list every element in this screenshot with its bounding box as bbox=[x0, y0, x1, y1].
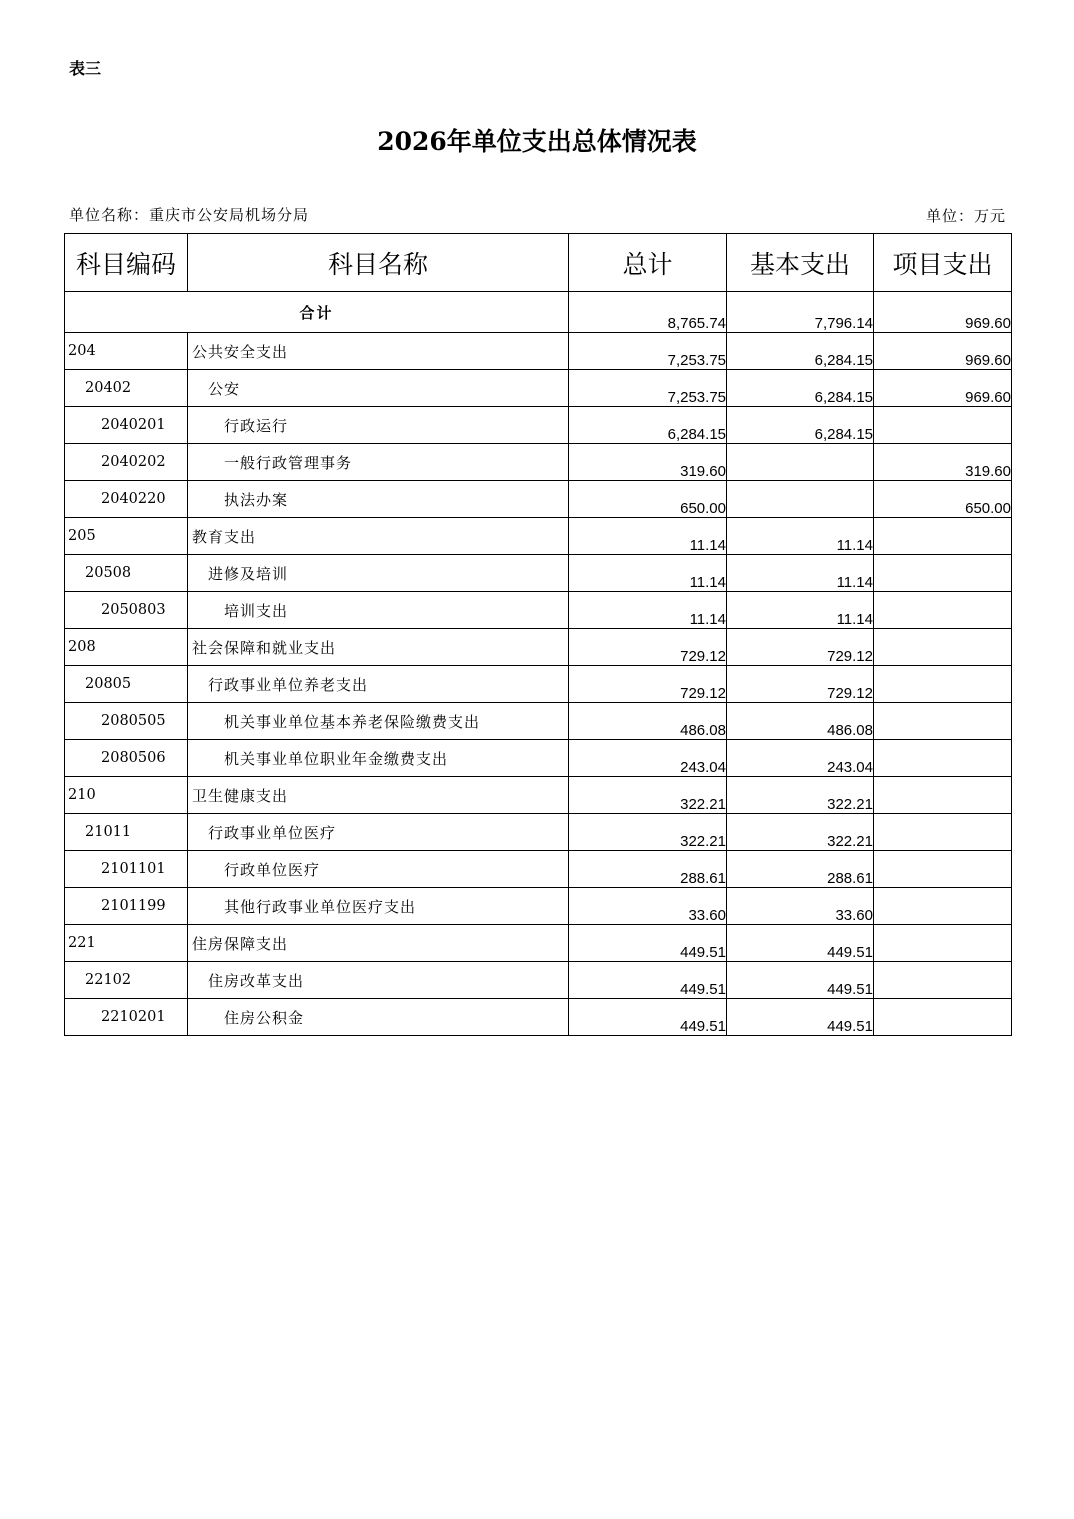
basic-cell: 449.51 bbox=[727, 962, 874, 999]
table-row bbox=[65, 851, 1012, 888]
project-cell bbox=[874, 740, 1012, 777]
name-cell: 执法办案 bbox=[188, 481, 569, 518]
code-cell: 20508 bbox=[65, 555, 188, 592]
table-label: 表三 bbox=[69, 59, 102, 78]
name-cell: 行政事业单位养老支出 bbox=[188, 666, 569, 703]
total-basic-cell: 7,796.14 bbox=[727, 292, 874, 333]
basic-cell: 288.61 bbox=[727, 851, 874, 888]
column-header-basic: 基本支出 bbox=[727, 234, 874, 292]
basic-cell: 322.21 bbox=[727, 777, 874, 814]
total-cell: 486.08 bbox=[569, 703, 727, 740]
total-cell: 322.21 bbox=[569, 814, 727, 851]
column-header-code: 科目编码 bbox=[65, 234, 188, 292]
basic-cell: 11.14 bbox=[727, 555, 874, 592]
code-cell: 2040202 bbox=[65, 444, 188, 481]
total-cell: 729.12 bbox=[569, 666, 727, 703]
project-cell bbox=[874, 407, 1012, 444]
total-cell: 449.51 bbox=[569, 999, 727, 1036]
table-row bbox=[65, 407, 1012, 444]
total-cell: 449.51 bbox=[569, 962, 727, 999]
name-cell: 其他行政事业单位医疗支出 bbox=[188, 888, 569, 925]
name-cell: 行政事业单位医疗 bbox=[188, 814, 569, 851]
basic-cell: 11.14 bbox=[727, 518, 874, 555]
name-cell: 机关事业单位基本养老保险缴费支出 bbox=[188, 703, 569, 740]
project-cell bbox=[874, 518, 1012, 555]
project-cell bbox=[874, 555, 1012, 592]
table-row bbox=[65, 629, 1012, 666]
project-cell bbox=[874, 814, 1012, 851]
code-cell: 20805 bbox=[65, 666, 188, 703]
table-row bbox=[65, 999, 1012, 1036]
table-row bbox=[65, 444, 1012, 481]
name-cell: 培训支出 bbox=[188, 592, 569, 629]
name-cell: 行政单位医疗 bbox=[188, 851, 569, 888]
basic-cell: 243.04 bbox=[727, 740, 874, 777]
page-title: 2026年单位支出总体情况表 bbox=[377, 127, 697, 156]
code-cell: 2210201 bbox=[65, 999, 188, 1036]
project-cell bbox=[874, 925, 1012, 962]
project-cell bbox=[874, 592, 1012, 629]
total-cell: 6,284.15 bbox=[569, 407, 727, 444]
total-cell: 650.00 bbox=[569, 481, 727, 518]
total-cell: 11.14 bbox=[569, 592, 727, 629]
table-row bbox=[65, 814, 1012, 851]
table-row bbox=[65, 555, 1012, 592]
code-cell: 2101101 bbox=[65, 851, 188, 888]
project-cell bbox=[874, 962, 1012, 999]
total-cell: 449.51 bbox=[569, 925, 727, 962]
total-cell: 11.14 bbox=[569, 518, 727, 555]
code-cell: 205 bbox=[65, 518, 188, 555]
code-cell: 2040220 bbox=[65, 481, 188, 518]
table-row bbox=[65, 703, 1012, 740]
code-cell: 2040201 bbox=[65, 407, 188, 444]
code-cell: 210 bbox=[65, 777, 188, 814]
total-cell: 7,253.75 bbox=[569, 333, 727, 370]
column-header-name: 科目名称 bbox=[188, 234, 569, 292]
total-cell: 322.21 bbox=[569, 777, 727, 814]
project-cell bbox=[874, 666, 1012, 703]
basic-cell: 6,284.15 bbox=[727, 370, 874, 407]
table-row bbox=[65, 888, 1012, 925]
table-row bbox=[65, 592, 1012, 629]
code-cell: 221 bbox=[65, 925, 188, 962]
name-cell: 社会保障和就业支出 bbox=[188, 629, 569, 666]
code-cell: 22102 bbox=[65, 962, 188, 999]
table-row bbox=[65, 333, 1012, 370]
basic-cell bbox=[727, 481, 874, 518]
total-cell: 729.12 bbox=[569, 629, 727, 666]
name-cell: 进修及培训 bbox=[188, 555, 569, 592]
project-cell: 969.60 bbox=[874, 370, 1012, 407]
project-cell bbox=[874, 777, 1012, 814]
name-cell: 卫生健康支出 bbox=[188, 777, 569, 814]
project-cell: 650.00 bbox=[874, 481, 1012, 518]
name-cell: 行政运行 bbox=[188, 407, 569, 444]
table-row bbox=[65, 518, 1012, 555]
table-row bbox=[65, 666, 1012, 703]
name-cell: 住房改革支出 bbox=[188, 962, 569, 999]
basic-cell: 729.12 bbox=[727, 666, 874, 703]
basic-cell bbox=[727, 444, 874, 481]
total-row bbox=[65, 292, 1012, 333]
table-row bbox=[65, 481, 1012, 518]
table-row bbox=[65, 370, 1012, 407]
code-cell: 2101199 bbox=[65, 888, 188, 925]
name-cell: 一般行政管理事务 bbox=[188, 444, 569, 481]
table-row bbox=[65, 740, 1012, 777]
code-cell: 21011 bbox=[65, 814, 188, 851]
code-cell: 20402 bbox=[65, 370, 188, 407]
basic-cell: 33.60 bbox=[727, 888, 874, 925]
basic-cell: 322.21 bbox=[727, 814, 874, 851]
code-cell: 2080506 bbox=[65, 740, 188, 777]
project-cell bbox=[874, 999, 1012, 1036]
total-total-cell: 8,765.74 bbox=[569, 292, 727, 333]
name-cell: 住房保障支出 bbox=[188, 925, 569, 962]
unit-name: 单位名称：重庆市公安局机场分局 bbox=[69, 206, 310, 224]
name-cell: 住房公积金 bbox=[188, 999, 569, 1036]
basic-cell: 449.51 bbox=[727, 925, 874, 962]
total-cell: 7,253.75 bbox=[569, 370, 727, 407]
code-cell: 2080505 bbox=[65, 703, 188, 740]
total-cell: 11.14 bbox=[569, 555, 727, 592]
project-cell: 319.60 bbox=[874, 444, 1012, 481]
basic-cell: 6,284.15 bbox=[727, 333, 874, 370]
total-label: 合计 bbox=[65, 292, 569, 333]
project-cell bbox=[874, 629, 1012, 666]
total-cell: 33.60 bbox=[569, 888, 727, 925]
basic-cell: 486.08 bbox=[727, 703, 874, 740]
basic-cell: 6,284.15 bbox=[727, 407, 874, 444]
table-header-row bbox=[65, 234, 1012, 292]
column-header-total: 总计 bbox=[569, 234, 727, 292]
project-cell: 969.60 bbox=[874, 333, 1012, 370]
code-cell: 204 bbox=[65, 333, 188, 370]
total-project-cell: 969.60 bbox=[874, 292, 1012, 333]
table-row bbox=[65, 962, 1012, 999]
code-cell: 208 bbox=[65, 629, 188, 666]
total-cell: 243.04 bbox=[569, 740, 727, 777]
name-cell: 教育支出 bbox=[188, 518, 569, 555]
name-cell: 公安 bbox=[188, 370, 569, 407]
expenditure-table bbox=[64, 233, 1012, 1036]
basic-cell: 729.12 bbox=[727, 629, 874, 666]
code-cell: 2050803 bbox=[65, 592, 188, 629]
basic-cell: 11.14 bbox=[727, 592, 874, 629]
project-cell bbox=[874, 851, 1012, 888]
project-cell bbox=[874, 703, 1012, 740]
table-row bbox=[65, 777, 1012, 814]
basic-cell: 449.51 bbox=[727, 999, 874, 1036]
total-cell: 319.60 bbox=[569, 444, 727, 481]
total-cell: 288.61 bbox=[569, 851, 727, 888]
table-row bbox=[65, 925, 1012, 962]
column-header-project: 项目支出 bbox=[874, 234, 1012, 292]
name-cell: 公共安全支出 bbox=[188, 333, 569, 370]
project-cell bbox=[874, 888, 1012, 925]
unit-measure: 单位：万元 bbox=[925, 207, 1006, 225]
name-cell: 机关事业单位职业年金缴费支出 bbox=[188, 740, 569, 777]
